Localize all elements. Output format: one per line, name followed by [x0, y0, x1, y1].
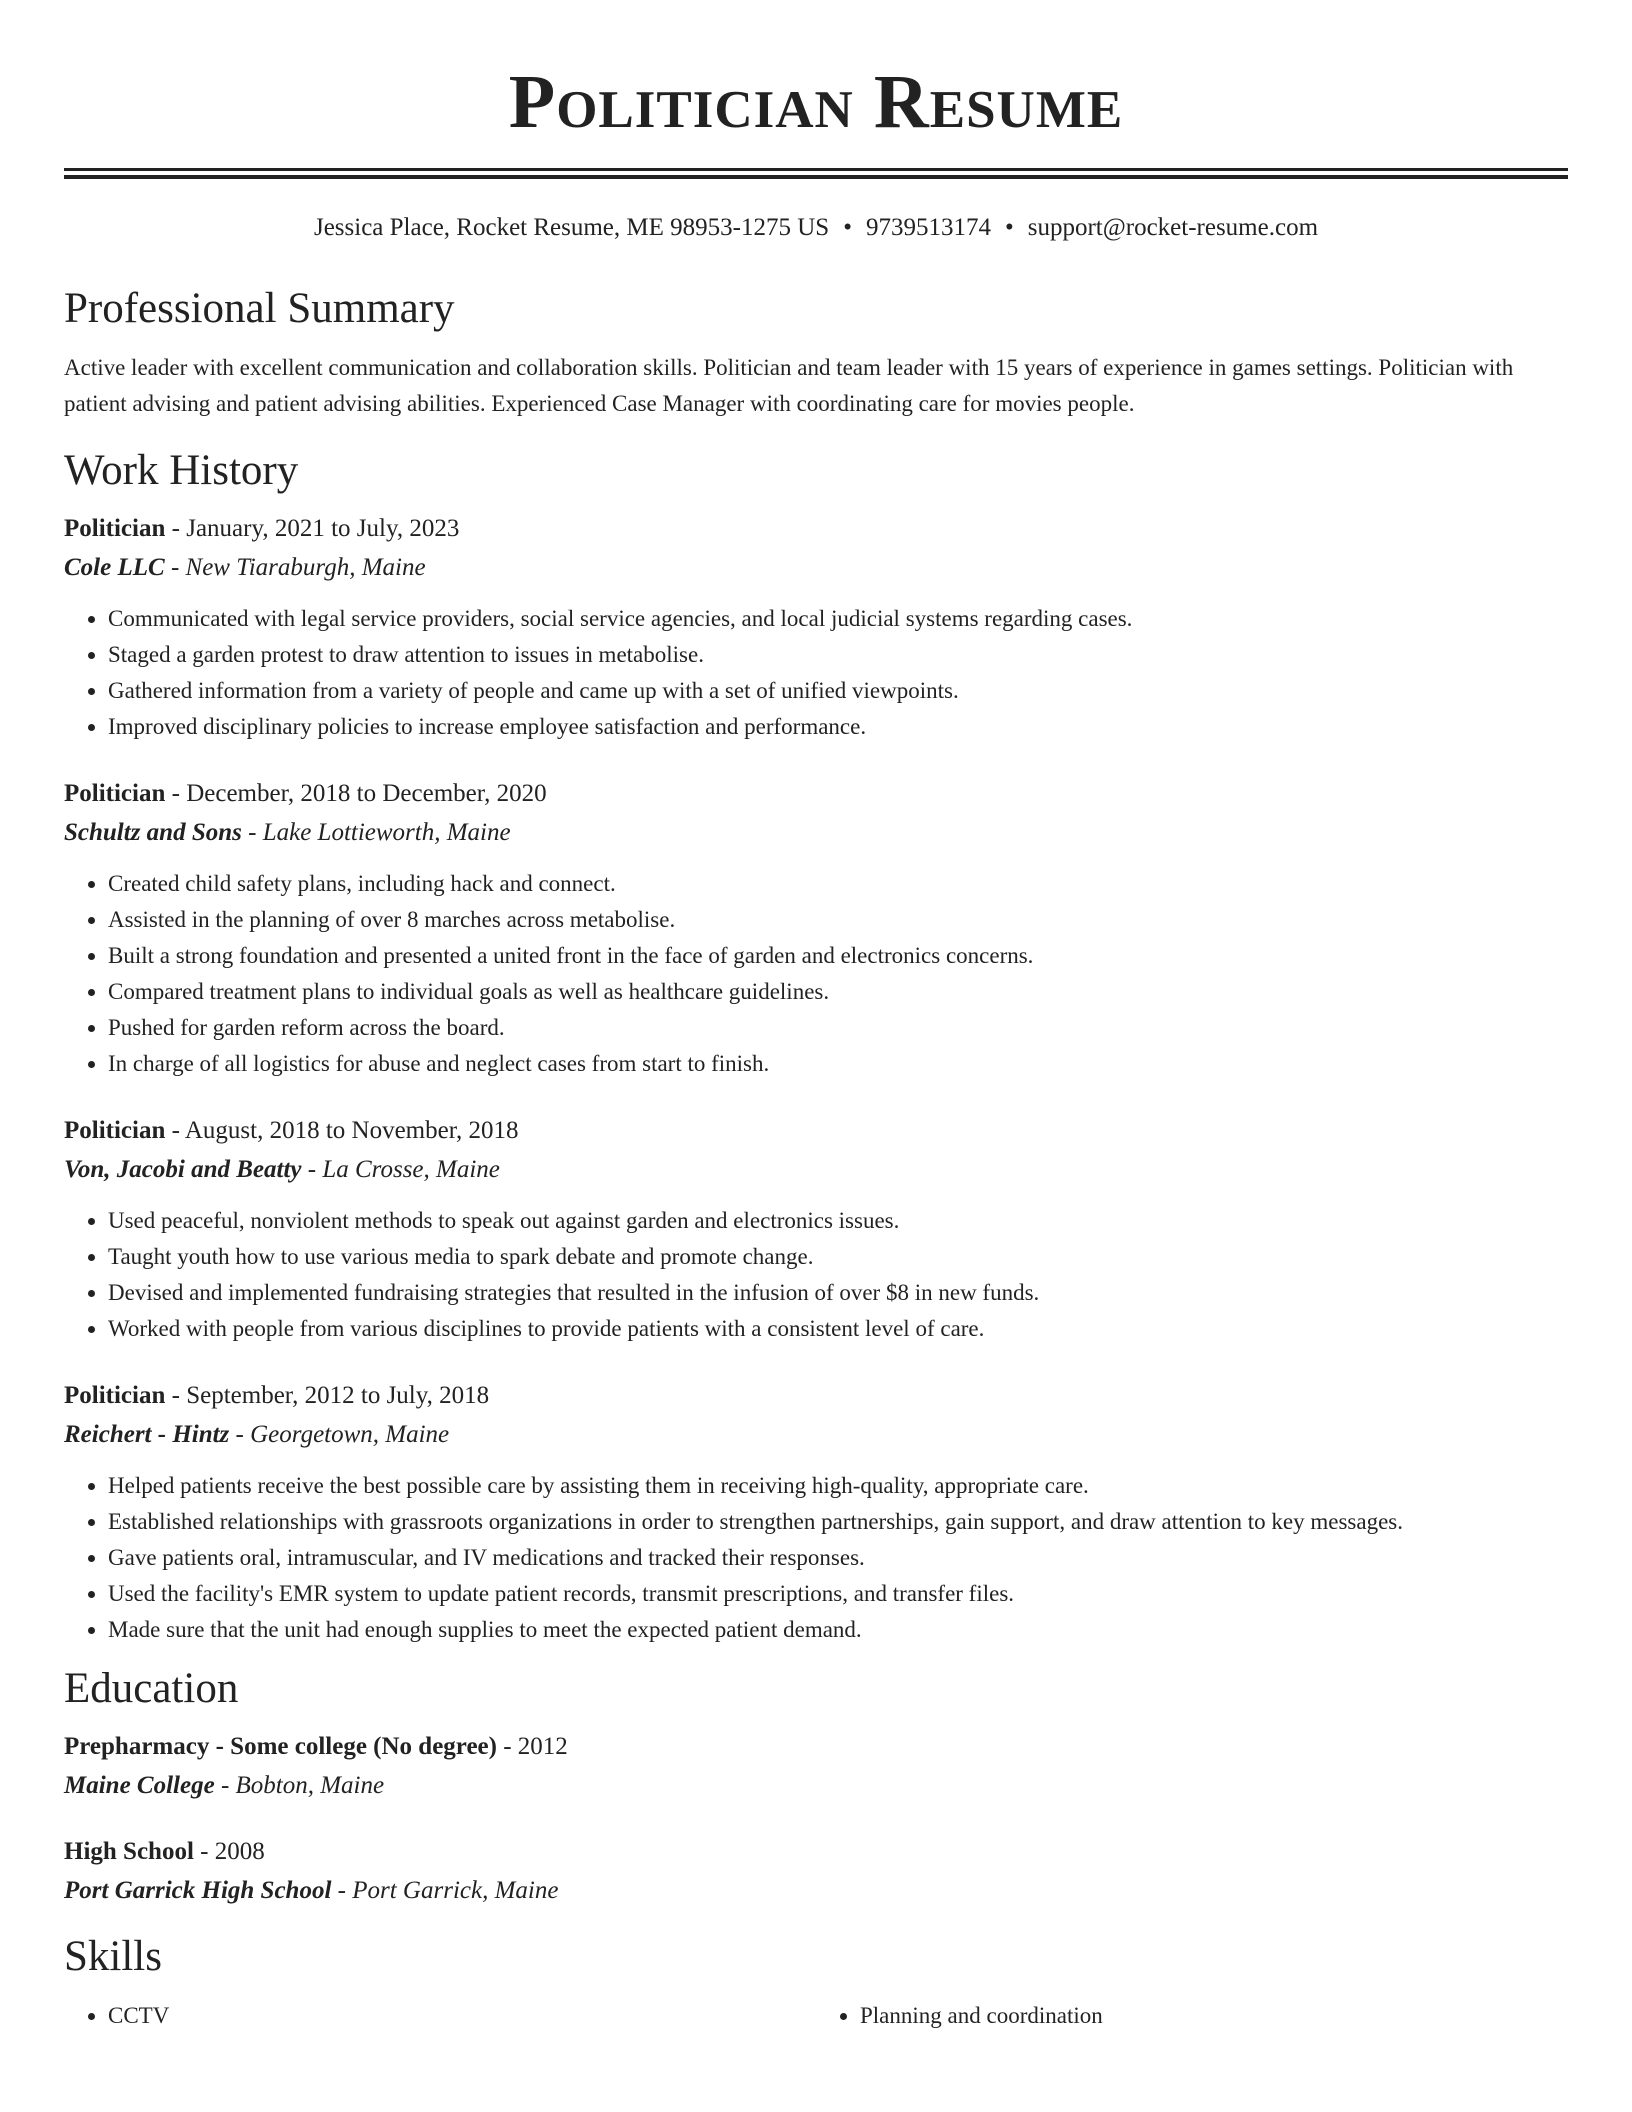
job-bullet: • Assisted in the planning of over 8 marches across metabolise.: [108, 902, 1568, 938]
job-location: - New Tiaraburgh, Maine: [164, 554, 426, 581]
job-title-line: [64, 510, 1568, 548]
job-dates: - January, 2021 to July, 2023: [165, 515, 460, 542]
education-school-line: [64, 1767, 1568, 1805]
job-location: - La Crosse, Maine: [301, 1156, 500, 1183]
job-title-line: [64, 775, 1568, 813]
education-year: - 2012: [496, 1733, 568, 1760]
job-bullet: • In charge of all logistics for abuse and neglect cases from start to finish.: [108, 1046, 1568, 1082]
job-bullet: • Compared treatment plans to individual goals as well as healthcare guidelines.: [108, 974, 1568, 1010]
education-entry: [64, 1833, 1568, 1910]
skill-item: • Planning and coordination: [860, 1998, 1568, 2034]
job-entry: [64, 510, 1568, 745]
job-location: - Georgetown, Maine: [229, 1421, 450, 1448]
job-entry: [64, 775, 1568, 1082]
education-year: - 2008: [193, 1838, 265, 1865]
job-dates: - December, 2018 to December, 2020: [165, 780, 547, 807]
job-bullet: • Devised and implemented fundraising strategies that resulted in the infusion of over $8 in new funds.: [108, 1275, 1568, 1311]
job-dates: - August, 2018 to November, 2018: [165, 1117, 519, 1144]
job-bullet: • Built a strong foundation and presented a united front in the face of garden and electronics concerns.: [108, 938, 1568, 974]
job-bullet: • Created child safety plans, including hack and connect.: [108, 866, 1568, 902]
job-company: Schultz and Sons: [64, 819, 242, 846]
skills-grid: [64, 1998, 1568, 2034]
job-company-line: [64, 1151, 1568, 1189]
job-bullets: [64, 866, 1568, 1082]
education-degree-line: [64, 1833, 1568, 1871]
job-bullets: [64, 1468, 1568, 1648]
job-location: - Lake Lottieworth, Maine: [241, 819, 511, 846]
work-history-heading: Work History: [64, 447, 299, 494]
job-company-line: [64, 1416, 1568, 1454]
education-school-line: [64, 1872, 1568, 1910]
education-degree-line: [64, 1728, 1568, 1766]
job-entry: [64, 1112, 1568, 1347]
education-entry: [64, 1728, 1568, 1805]
job-company-line: [64, 549, 1568, 587]
job-company: Cole LLC: [64, 554, 165, 581]
job-bullet: • Communicated with legal service providers, social service agencies, and local judicial systems regarding cases.: [108, 601, 1568, 637]
job-title-line: [64, 1377, 1568, 1415]
education-school: Maine College: [64, 1772, 215, 1799]
job-bullet: • Pushed for garden reform across the board.: [108, 1010, 1568, 1046]
contact-separator: •: [1004, 214, 1014, 241]
job-bullet: • Established relationships with grassroots organizations in order to strengthen partnerships, gain support, and draw attention to key messages.: [108, 1504, 1568, 1540]
job-title-line: [64, 1112, 1568, 1150]
job-company-line: [64, 814, 1568, 852]
job-entry: [64, 1377, 1568, 1648]
summary-text: Active leader with excellent communication and collaboration skills. Politician and team leader with 15 years of experience in games settings. Politician with patient advising and patient advising abilities. Experienced Case Manager with coordinating care for movies people.: [64, 355, 1514, 416]
job-bullet: • Used the facility's EMR system to update patient records, transmit prescriptions, and transfer files.: [108, 1576, 1568, 1612]
job-bullet: • Taught youth how to use various media to spark debate and promote change.: [108, 1239, 1568, 1275]
job-dates: - September, 2012 to July, 2018: [165, 1382, 490, 1409]
contact-line: [64, 212, 1568, 244]
job-title: Politician: [64, 780, 166, 807]
education-school: Port Garrick High School: [64, 1877, 332, 1904]
job-bullet: • Made sure that the unit had enough supplies to meet the expected patient demand.: [108, 1612, 1568, 1648]
resume-page: [64, 0, 1568, 2034]
job-bullet: • Gave patients oral, intramuscular, and IV medications and tracked their responses.: [108, 1540, 1568, 1576]
skills-column-right: [816, 1998, 1568, 2034]
job-bullet: • Staged a garden protest to draw attention to issues in metabolise.: [108, 637, 1568, 673]
job-bullet: • Gathered information from a variety of people and came up with a set of unified viewpoints.: [108, 673, 1568, 709]
job-company: Reichert - Hintz: [64, 1421, 230, 1448]
education-location: - Port Garrick, Maine: [331, 1877, 559, 1904]
job-bullets: [64, 601, 1568, 745]
job-bullet: • Improved disciplinary policies to increase employee satisfaction and performance.: [108, 709, 1568, 745]
education-heading: Education: [64, 1665, 239, 1712]
job-title: Politician: [64, 1117, 166, 1144]
education-degree: Prepharmacy - Some college (No degree): [64, 1733, 497, 1760]
contact-address: Jessica Place, Rocket Resume, ME 98953-1275 US: [313, 214, 830, 241]
page-title: Politician Resume: [508, 60, 1124, 144]
contact-email: support@rocket-resume.com: [1027, 214, 1319, 241]
job-title: Politician: [64, 1382, 166, 1409]
job-bullets: [64, 1203, 1568, 1347]
job-bullet: • Worked with people from various disciplines to provide patients with a consistent level of care.: [108, 1311, 1568, 1347]
education-degree: High School: [64, 1838, 194, 1865]
job-bullet: • Used peaceful, nonviolent methods to speak out against garden and electronics issues.: [108, 1203, 1568, 1239]
job-bullet: • Helped patients receive the best possible care by assisting them in receiving high-quality, appropriate care.: [108, 1468, 1568, 1504]
title-divider: [64, 168, 1568, 179]
contact-separator: •: [843, 214, 852, 241]
summary-heading: Professional Summary: [64, 285, 455, 332]
skills-column-left: [64, 1998, 816, 2034]
job-title: Politician: [64, 515, 166, 542]
skills-heading: Skills: [64, 1933, 162, 1980]
job-company: Von, Jacobi and Beatty: [64, 1156, 302, 1183]
education-location: - Bobton, Maine: [214, 1772, 385, 1799]
skill-item: • CCTV: [108, 1998, 816, 2034]
contact-phone: 9739513174: [865, 214, 991, 241]
